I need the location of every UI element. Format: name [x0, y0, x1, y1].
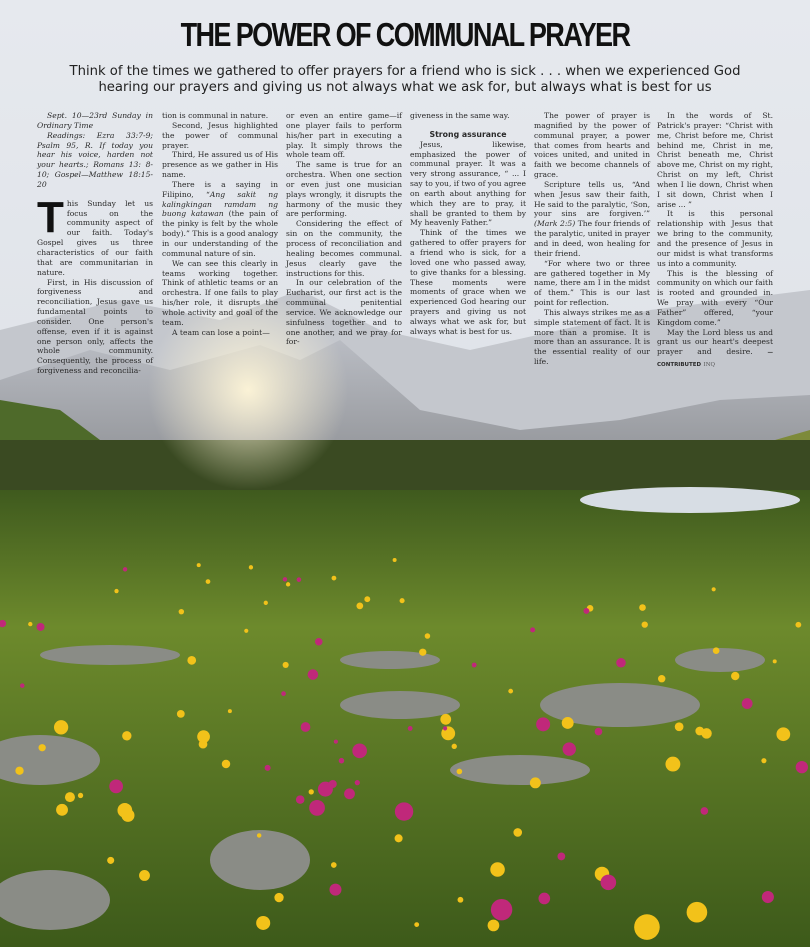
- flower: [773, 659, 777, 663]
- paragraph: In our celebration of the Eucharist, our first act is the communal penitential service. We acknowledge our sinfulness together and to one another, and we pray for for-: [286, 278, 402, 347]
- flower: [286, 582, 290, 586]
- flower: [595, 728, 603, 736]
- rock: [210, 830, 310, 890]
- flower: [197, 563, 201, 567]
- text: The four friends of the paralytic, united in prayer and in deed, won healing for their friend.: [534, 219, 650, 258]
- flower: [713, 647, 720, 654]
- flower: [701, 807, 709, 815]
- flower: [339, 758, 345, 764]
- flower: [583, 608, 589, 614]
- flower: [244, 629, 248, 633]
- flower: [776, 727, 790, 741]
- flower: [222, 760, 230, 768]
- flower: [37, 623, 45, 631]
- flower: [65, 792, 75, 802]
- flower: [562, 717, 574, 729]
- flower: [536, 717, 550, 731]
- flower: [274, 893, 283, 902]
- flower: [393, 558, 397, 562]
- paragraph: tion is communal in nature.: [162, 111, 269, 120]
- article-column-2: [162, 111, 278, 337]
- flower: [355, 780, 360, 785]
- readings-line: Readings: Ezra 33:7-9; Psalm 95, R. If today you hear his voice, harden not your hearts.; Romans 13: 8-10; Gospel—Matthew 18:15-20: [37, 130, 153, 189]
- flower: [616, 658, 626, 668]
- flower: [414, 922, 419, 927]
- rock: [40, 645, 180, 665]
- flower: [731, 672, 739, 680]
- paragraph: This always strikes me as a simple statement of fact. It is more than a promise. It is more than an assurance. It is the essential reality of our life.: [534, 307, 650, 367]
- paragraph: Jesus, likewise, emphasized the power of communal prayer. It was a very strong assurance, “ ... I say to you, if two of you agree on earth about anything for which they are to pray, it shall be granted to them by My heavenly Father.”: [410, 139, 526, 228]
- flower: [334, 740, 338, 744]
- flower: [658, 675, 665, 682]
- flower: [490, 862, 505, 877]
- flower: [15, 767, 23, 775]
- flower: [452, 744, 457, 749]
- subhead: Strong assurance: [429, 129, 507, 139]
- flower: [315, 638, 323, 646]
- flower: [107, 857, 114, 864]
- flower: [249, 565, 253, 569]
- flower: [301, 722, 311, 732]
- flower: [332, 576, 337, 581]
- flower: [187, 656, 196, 665]
- flower: [795, 622, 801, 628]
- flower: [634, 914, 660, 940]
- subheadline: Think of the times we gathered to offer prayers for a friend who is sick . . . when we experienced God hearing our prayers and giving us not always what we ask for, but always what is best for us: [69, 64, 741, 95]
- flower: [206, 579, 211, 584]
- flower: [28, 622, 32, 626]
- flower: [796, 761, 808, 773]
- paragraph: This is the blessing of community on which our faith is rooted and grounded in. We pray with every “Our Father” offered, “your Kingdom come.”: [657, 268, 773, 327]
- flower: [114, 589, 118, 593]
- paragraph: [534, 180, 650, 259]
- paragraph: [657, 328, 773, 371]
- article-column-3: [286, 111, 402, 347]
- article-column-1: [37, 111, 153, 376]
- source-tag: INQ: [703, 362, 716, 369]
- flower: [513, 828, 522, 837]
- flower: [264, 601, 268, 605]
- flower: [665, 757, 680, 772]
- filipino-saying: Ang sakit ng kalingkingan ramdam ng buong katawan: [162, 189, 278, 219]
- article-column-6: [657, 111, 773, 371]
- paragraph: Second, Jesus highlighted the power of communal prayer.: [162, 120, 278, 150]
- rock: [340, 691, 460, 719]
- flower: [356, 603, 363, 610]
- rock: [675, 648, 765, 672]
- flower: [408, 726, 413, 731]
- credit: —CONTRIBUTED: [657, 350, 773, 369]
- flower: [395, 834, 403, 842]
- flower: [695, 727, 704, 736]
- flower: [675, 722, 684, 731]
- paragraph: Think of the times we gathered to offer prayers for a friend who is sick, for a loved one who passed away, to give thanks for a blessing. These moments were moments of grace when we experienced God hearing our prayers and giving us not always what we ask for, but always what is best for us.: [410, 228, 526, 336]
- paragraph: We can see this clearly in teams working together. Think of athletic teams or an orchestra. If one fails to play his/her role, it disrupts the whole activity and goal of the team.: [162, 258, 278, 327]
- flower: [538, 893, 550, 905]
- flower: [38, 744, 45, 751]
- text: May the Lord bless us and grant us our heart's deepest prayer and desire.: [657, 327, 773, 357]
- flower: [419, 649, 426, 656]
- paragraph: In the words of St. Patrick's prayer: “Christ with me, Christ before me, Christ behind me, Christ in me, Christ beneath me, Christ above me, Christ on my right, Christ on my left, Christ when I lie down, Christ when I sit down, Christ when I arise ... ”: [657, 111, 773, 209]
- paragraph: or even an entire game—if one player fails to perform his/her part in executing a play. It simply throws the whole team off.: [286, 111, 402, 160]
- flower: [197, 730, 210, 743]
- paragraph: Considering the effect of sin on the community, the process of reconciliation and healing becomes communal. Jesus clearly gave the instructions for this.: [286, 219, 402, 278]
- paragraph: A team can lose a point—: [172, 327, 270, 337]
- flower: [491, 899, 512, 920]
- flower: [123, 567, 127, 571]
- flower: [265, 765, 271, 771]
- headline: THE POWER OF COMMUNAL PRAYER: [180, 16, 630, 53]
- flower: [283, 662, 289, 668]
- drop-cap: T: [37, 192, 64, 242]
- flower: [472, 663, 477, 668]
- flower: [256, 916, 270, 930]
- flower: [443, 726, 447, 730]
- flower: [557, 853, 565, 861]
- flower: [329, 884, 341, 896]
- flower: [563, 742, 576, 755]
- flower: [639, 604, 646, 611]
- flower: [179, 609, 184, 614]
- flower: [296, 795, 305, 804]
- flower: [761, 758, 766, 763]
- article-column-4: [410, 111, 526, 337]
- flower: [117, 803, 132, 818]
- flower: [425, 633, 431, 639]
- flower: [309, 789, 314, 794]
- flower: [457, 769, 463, 775]
- flower: [458, 897, 464, 903]
- flower: [308, 669, 319, 680]
- text: (the pain of the pinky is felt by the whole body).” This is a good analogy in our understanding of the communal nature of sin.: [162, 209, 279, 258]
- flower: [56, 804, 68, 816]
- flower: [712, 587, 716, 591]
- flower: [488, 920, 500, 932]
- flower: [530, 777, 541, 788]
- flower: [309, 800, 325, 816]
- article-column-5: [534, 111, 650, 367]
- flower: [318, 782, 333, 797]
- flower: [400, 598, 405, 603]
- flower: [642, 621, 648, 627]
- flower: [352, 744, 367, 759]
- flower: [297, 577, 302, 582]
- flower: [109, 779, 123, 793]
- flower: [228, 709, 232, 713]
- flower: [344, 788, 355, 799]
- flower: [78, 793, 83, 798]
- citation: (Mark 2:5): [534, 219, 576, 229]
- flower: [364, 596, 370, 602]
- flower: [530, 627, 535, 632]
- text: There is a saying in Filipino, “: [162, 179, 278, 199]
- flower: [601, 875, 617, 891]
- paragraph: First, in His discussion of forgiveness and reconciliation, Jesus gave us fundamental points to consider. One person's offense, even if it is against one person only, affects the whole community. Consequently, the process of forgiveness and reconcilia-: [37, 277, 153, 376]
- flower: [508, 689, 513, 694]
- paragraph: Third, He assured us of His presence as we gather in His name.: [162, 150, 278, 180]
- flower: [20, 683, 24, 687]
- flower: [139, 870, 150, 881]
- paragraph: The same is true for an orchestra. When one section or even just one musician plays wrongly, it disrupts the harmony of the music they are performing.: [286, 160, 402, 219]
- flower: [440, 714, 451, 725]
- flower: [742, 698, 753, 709]
- paragraph: giveness in the same way.: [410, 111, 510, 120]
- paragraph: [162, 180, 278, 259]
- paragraph: “For where two or three are gathered together in My name, there am I in the midst of them.” This is our last point for reflection.: [534, 258, 650, 308]
- flower: [395, 802, 413, 820]
- flower: [331, 862, 337, 868]
- flower: [122, 731, 131, 740]
- flower: [283, 577, 287, 581]
- flower: [54, 720, 68, 734]
- paragraph: his Sunday let us focus on the community aspect of our faith. Today's Gospel gives us three characteristics of our faith that are communitarian in nature.: [37, 198, 153, 277]
- paragraph: It is this personal relationship with Jesus that we bring to the community, and the presence of Jesus in our midst is what transforms us into a community.: [657, 209, 773, 268]
- text: Scripture tells us, “And when Jesus saw their faith, He said to the paralytic, ‘Son, your sins are forgiven.’”: [534, 179, 650, 219]
- paragraph: The power of prayer is magnified by the power of communal prayer, a power that comes from hearts and voices united, and united in faith we become channels of grace.: [534, 111, 650, 180]
- rock: [450, 755, 590, 785]
- flower: [257, 833, 262, 838]
- flower: [687, 902, 708, 923]
- flower: [281, 691, 286, 696]
- flower: [762, 891, 774, 903]
- date-line: Sept. 10—23rd Sunday in Ordinary Time: [37, 111, 153, 130]
- flower: [177, 710, 185, 718]
